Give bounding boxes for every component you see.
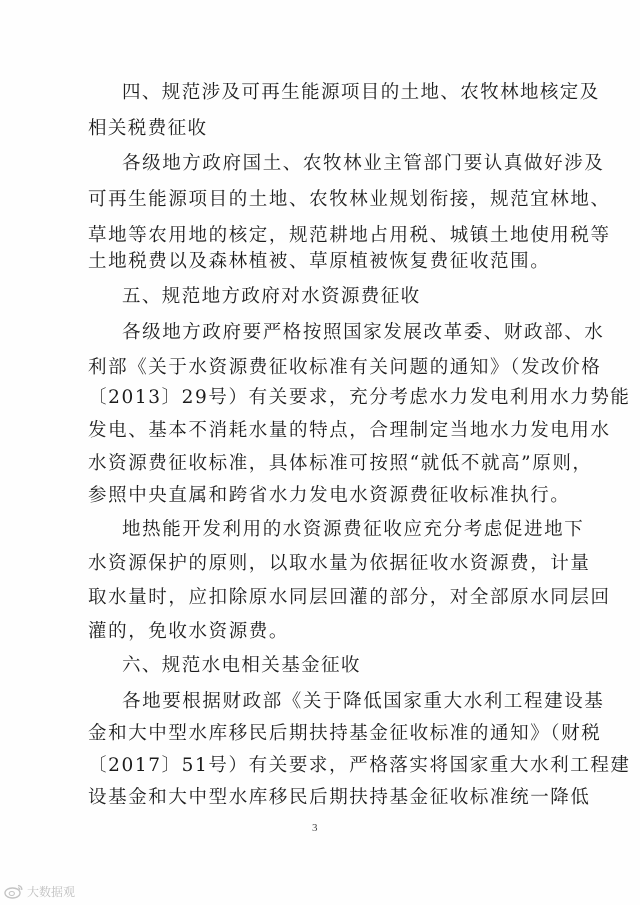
section-six-heading: 六、规范水电相关基金征收 (122, 655, 361, 676)
paragraph-line: 土地税费以及森林植被、草原植被恢复费征收范围。 (88, 251, 551, 272)
paragraph-line: 利部《关于水资源费征收标准有关问题的通知》（发改价格 (88, 357, 602, 378)
paragraph-line: 灌的，免收水资源费。 (88, 621, 290, 642)
section-four-heading-line-1: 四、规范涉及可再生能源项目的土地、农牧林地核定及 (122, 82, 600, 103)
paragraph-line: 参照中央直属和跨省水力发电水资源费征收标准执行。 (88, 485, 571, 506)
paragraph-line: 水资源保护的原则，以取水量为依据征收水资源费，计量 (88, 553, 591, 574)
paragraph-line: 设基金和大中型水库移民后期扶持基金征收标准统一降低 (88, 787, 591, 808)
page-number: 3 (312, 822, 318, 834)
paragraph-line: 金和大中型水库移民后期扶持基金征收标准的通知》（财税 (88, 723, 602, 744)
section-five-heading: 五、规范地方政府对水资源费征收 (122, 286, 421, 307)
paragraph-line: 各地要根据财政部《关于降低国家重大水利工程建设基 (122, 691, 605, 712)
paragraph-line: 草地等农用地的核定，规范耕地占用税、城镇土地使用税等 (88, 225, 611, 246)
paragraph-line: 〔2017〕51号）有关要求，严格落实将国家重大水利工程建 (88, 755, 631, 776)
weibo-logo-icon (4, 883, 24, 899)
paragraph-line: 〔2013〕29号）有关要求，充分考虑水力发电利用水力势能 (88, 387, 631, 408)
section-four-heading-line-2: 相关税费征收 (88, 118, 208, 139)
watermark (4, 882, 75, 900)
paragraph-line: 发电、基本不消耗水量的特点，合理制定当地水力发电用水 (88, 420, 611, 441)
watermark-text: 大数据观 (27, 884, 76, 899)
paragraph-line: 各级地方政府国土、农牧林业主管部门要认真做好涉及 (122, 153, 605, 174)
paragraph-line: 取水量时，应扣除原水同层回灌的部分，对全部原水同层回 (88, 587, 611, 608)
paragraph-line: 各级地方政府要严格按照国家发展改革委、财政部、水 (122, 322, 605, 343)
paragraph-line: 地热能开发利用的水资源费征收应充分考虑促进地下 (122, 519, 585, 540)
paragraph-line: 可再生能源项目的土地、农牧林业规划衔接，规范宜林地、 (88, 189, 611, 210)
paragraph-line: 水资源费征收标准，具体标准可按照“就低不就高”原则， (88, 453, 593, 474)
